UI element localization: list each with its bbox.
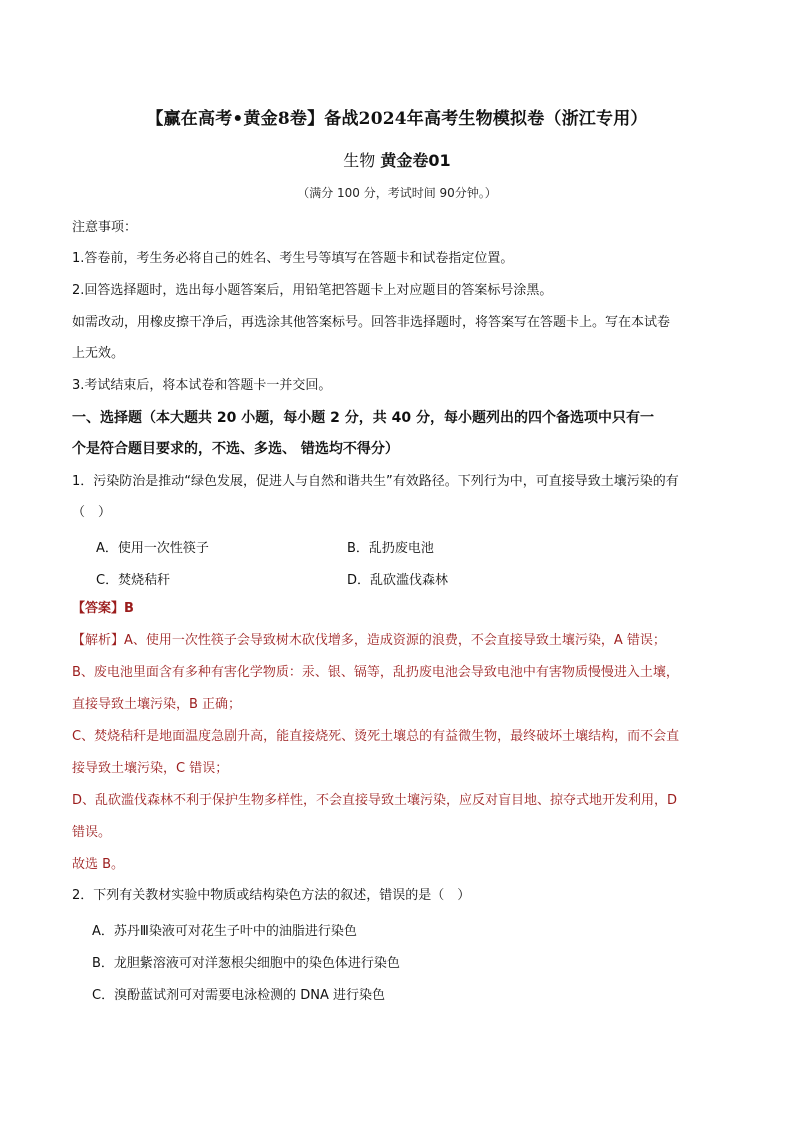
q1-explanation-c-line-1: C、焚烧秸秆是地面温度急剧升高，能直接烧死、烫死土壤总的有益微生物，最终破坏土壤结构，而不会直 [72,729,680,744]
q1-explanation-b-line-2: 直接导致土壤污染，B 正确； [72,697,242,712]
score-info: （满分 100 分，考试时间 90分钟。） [297,186,497,200]
exam-subtitle [0,148,794,171]
q1-stem-line-2: （ ） [72,505,112,520]
q1-answer: 【答案】B [72,601,134,616]
q1-option-a: A．使用一次性筷子 [96,541,209,556]
notice-heading: 注意事项： [72,220,138,235]
q2-option-a: A．苏丹Ⅲ染液可对花生子叶中的油脂进行染色 [92,924,357,939]
subtitle-paper-name: 黄金卷01 [380,151,451,170]
subtitle-subject: 生物 [343,151,376,170]
section-heading-line-2: 个是符合题目要求的，不选、多选、 错选均不得分） [72,441,399,457]
notice-item-2-cont-1: 如需改动，用橡皮擦干净后，再选涂其他答案标号。回答非选择题时，将答案写在答题卡上。写在本试卷 [72,315,671,330]
q1-explanation-a: 【解析】A、使用一次性筷子会导致树木砍伐增多，造成资源的浪费，不会直接导致土壤污染，A 错误； [72,633,666,648]
exam-title: 【赢在高考•黄金8卷】备战2024年高考生物模拟卷（浙江专用） [146,109,648,129]
notice-item-1: 1.答卷前，考生务必将自己的姓名、考生号等填写在答题卡和试卷指定位置。 [72,251,514,266]
notice-item-3: 3.考试结束后，将本试卷和答题卡一并交回。 [72,378,332,393]
q1-option-d: D．乱砍滥伐森林 [347,573,449,588]
notice-item-2-cont-2: 上无效。 [72,346,125,361]
q2-option-c: C．溴酚蓝试剂可对需要电泳检测的 DNA 进行染色 [92,988,385,1003]
q1-explanation-d-line-1: D、乱砍滥伐森林不利于保护生物多样性，不会直接导致土壤污染，应反对盲目地、掠夺式地开发利用，D [72,793,678,808]
q2-option-b: B．龙胆紫溶液可对洋葱根尖细胞中的染色体进行染色 [92,956,400,971]
q1-explanation-c-line-2: 接导致土壤污染，C 错误； [72,761,229,776]
section-heading-line-1: 一、选择题（本大题共 20 小题，每小题 2 分，共 40 分，每小题列出的四个备选项中只有一 [72,410,654,426]
q1-option-c: C．焚烧秸秆 [96,573,171,588]
q1-explanation-d-line-2: 错误。 [72,825,112,840]
notice-item-2: 2.回答选择题时，选出每小题答案后，用铅笔把答题卡上对应题目的答案标号涂黑。 [72,283,553,298]
q1-explanation-b-line-1: B、废电池里面含有多种有害化学物质：汞、银、镉等，乱扔废电池会导致电池中有害物质慢慢进入土壤， [72,665,679,680]
q2-stem: 2．下列有关教材实验中物质或结构染色方法的叙述，错误的是（ ） [72,888,471,903]
q1-option-b: B．乱扔废电池 [347,541,434,556]
q1-final-answer: 故选 B。 [72,857,125,872]
q1-stem-line-1: 1．污染防治是推动“绿色发展，促进人与自然和谐共生”有效路径。下列行为中，可直接导致土壤污染的有 [72,474,679,489]
